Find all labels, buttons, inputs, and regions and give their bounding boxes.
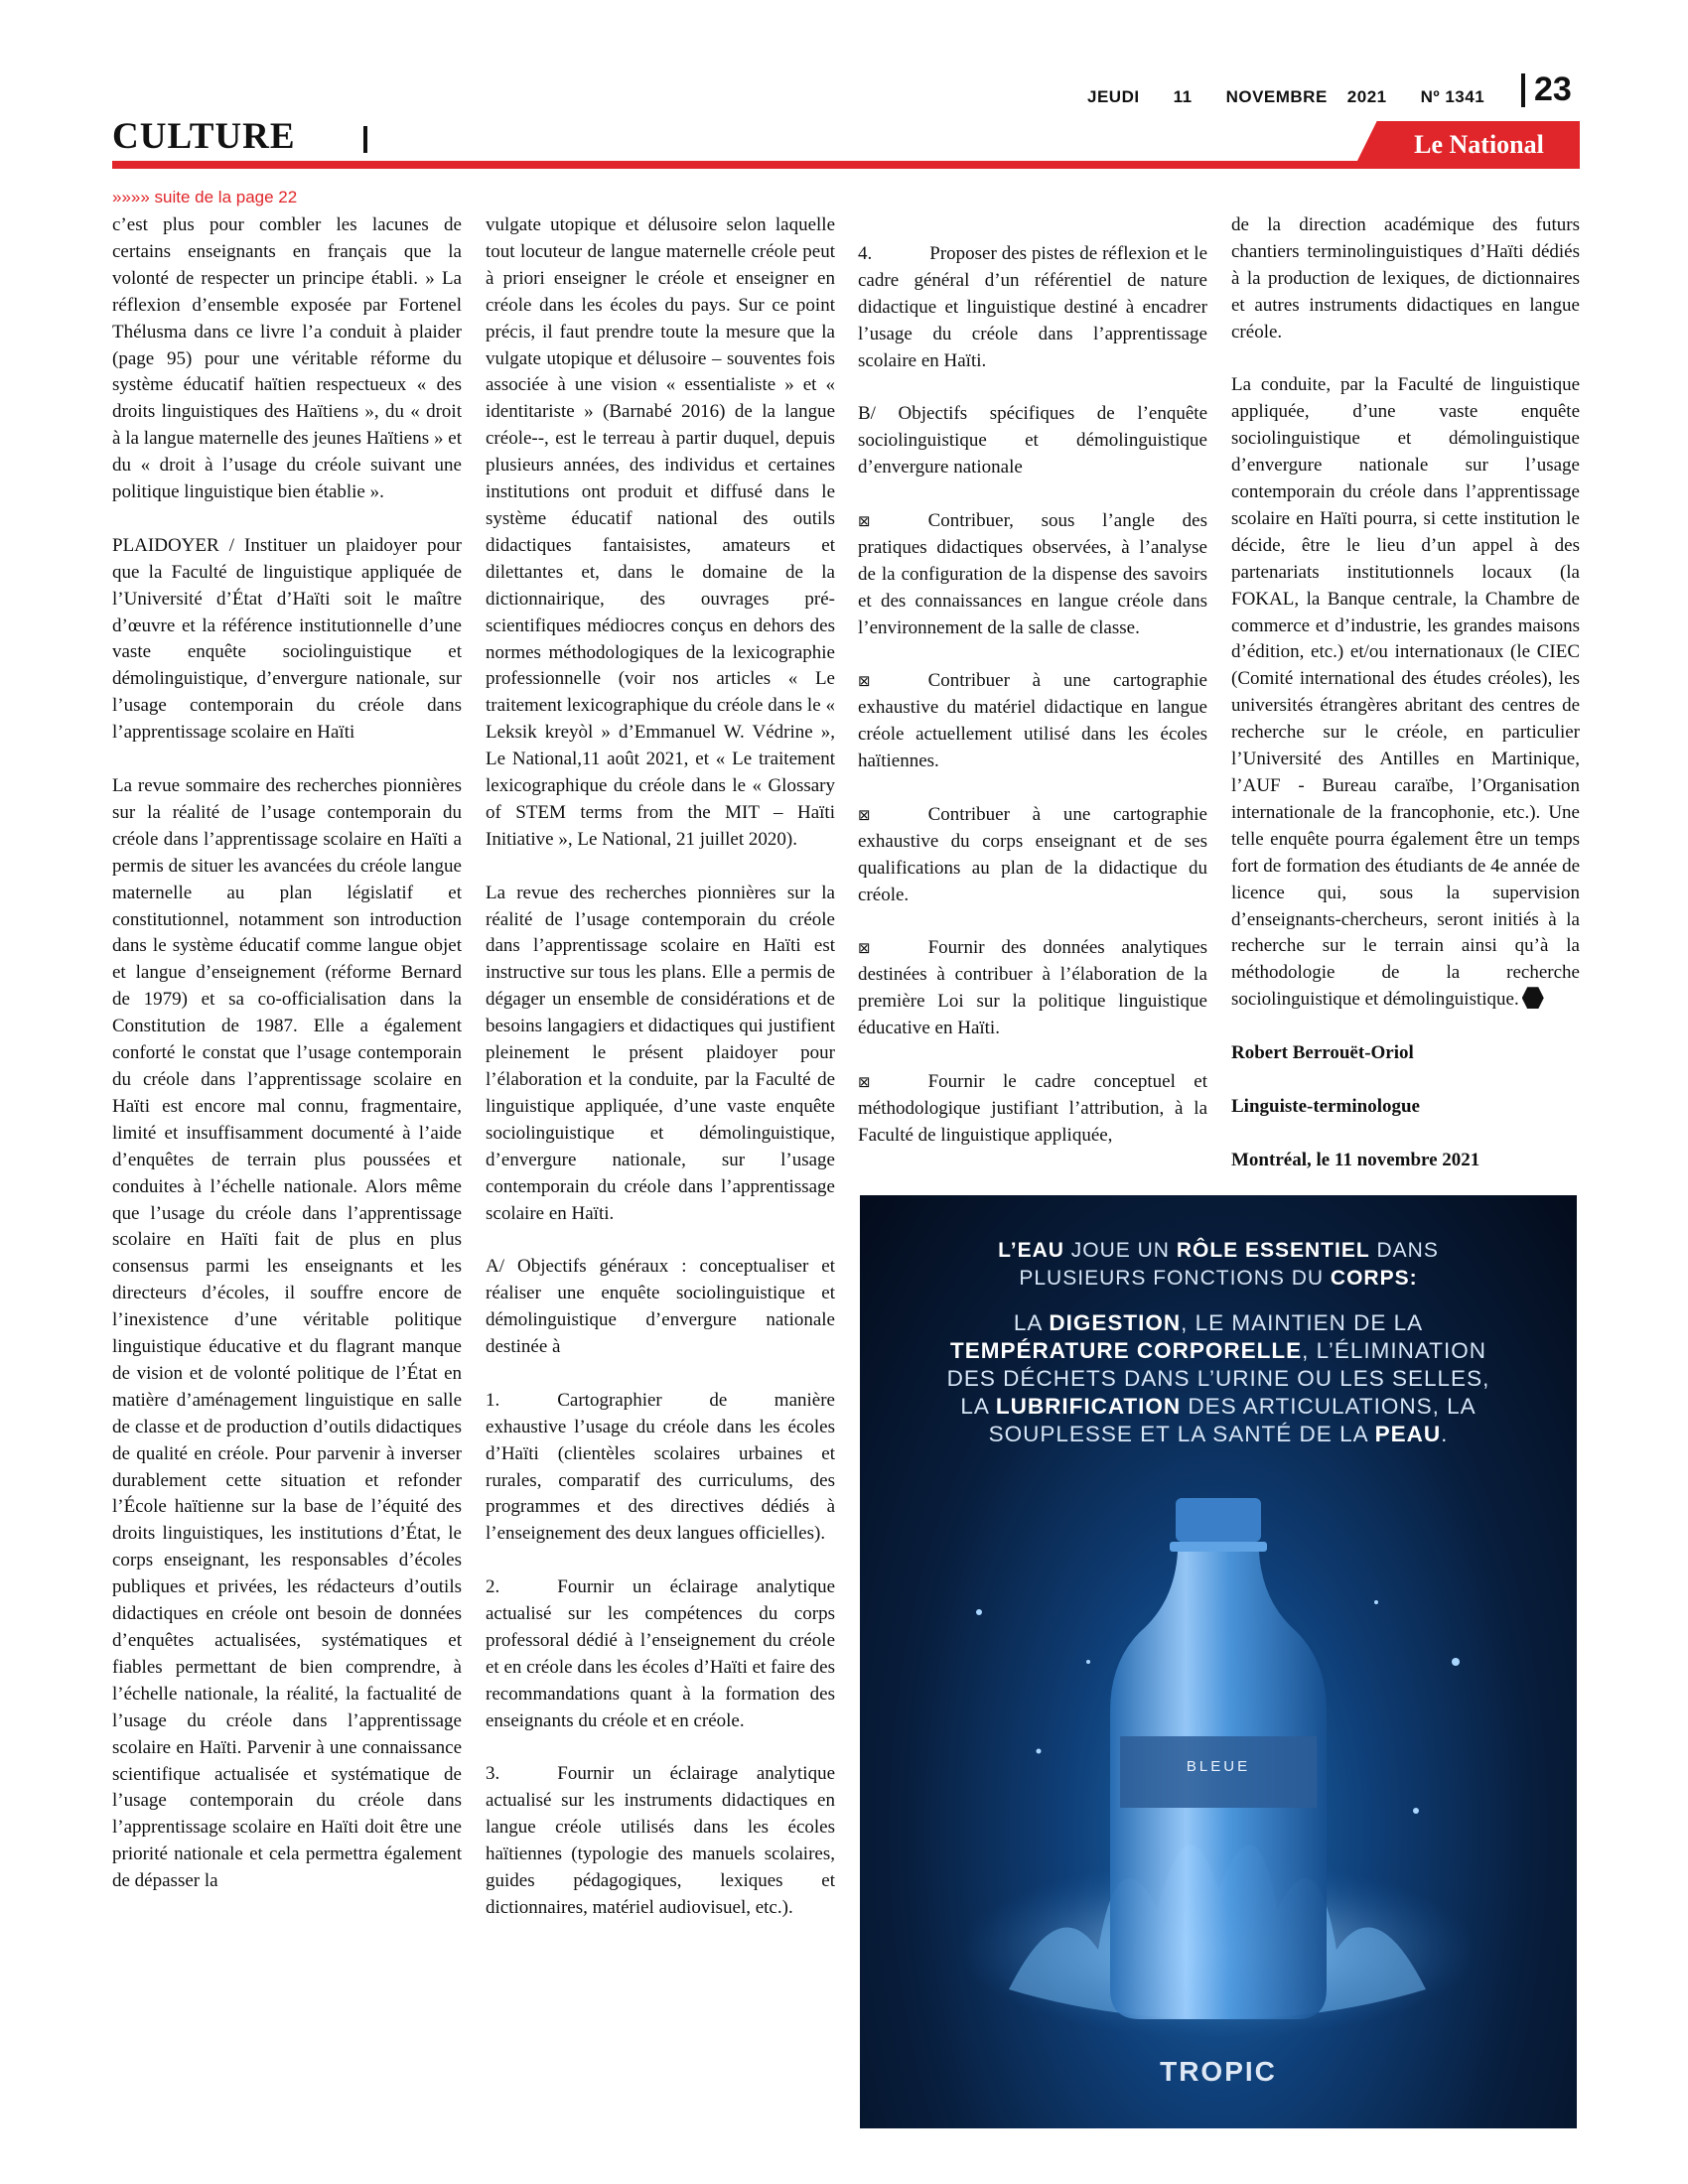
- goal-number: 1.: [486, 1389, 500, 1411]
- paragraph: c’est plus pour combler les lacunes de certains enseignants en français que la volonté de respecter un principe établi. » La réflexion d’ensemble exposée par Fortenel Thélusma dans ce livre l’a conduit à plaider (page 95) pour une véritable réforme du système éducatif haïtien respectueux « des droits linguistiques des Haïtiens », du « droit à la langue maternelle des jeunes Haïtiens » et du « droit à l’usage du créole suivant une politique linguistique bien établie ».: [112, 214, 462, 503]
- section-title-divider: [363, 126, 367, 153]
- checkbox-bullet-icon: ⊠: [858, 805, 871, 824]
- checkbox-bullet-icon: ⊠: [858, 939, 871, 958]
- brand-name: Le National: [1414, 130, 1544, 159]
- checkbox-bullet-icon: ⊠: [858, 512, 871, 531]
- goal-number: 4.: [858, 243, 873, 264]
- author-name: Robert Berrouët-Oriol: [1231, 1042, 1414, 1064]
- bottle-cap: [1176, 1498, 1261, 1542]
- specific-goal-text: Contribuer à une cartographie exhaustive du matériel didactique en langue créole actuellement utilisé dans les écoles haïtiennes.: [858, 670, 1207, 772]
- section-title: CULTURE: [112, 116, 296, 157]
- paragraph: de la direction académique des futurs chantiers terminolinguistiques d’Haïti dédiés à la production de lexiques, de dictionnaires et autres instruments didactiques en langue créole.: [1231, 214, 1580, 342]
- goal-text: Fournir un éclairage analytique actualisé sur les compétences du corps professoral dédié à l’enseignement du créole et en créole dans les écoles d’Haïti et faire des recommandations quant à la formation des enseignants du créole et en créole.: [486, 1576, 835, 1731]
- paragraph: La revue des recherches pionnières sur la réalité de l’usage contemporain du créole dans l’apprentissage scolaire en Haïti est instructive sur tous les plans. Elle a permis de dégager un ensemble de considérations et de besoins langagiers et didactiques qui justifient pleinement le présent plaidoyer pour l’élaboration et la conduite, par la Faculté de linguistique appliquée, d’une vaste enquête sociolinguistique et démolinguistique, d’envergure nationale, sur l’usage contemporain du créole dans l’apprentissage scolaire en Haïti.: [486, 882, 835, 1224]
- article-column-3: [858, 241, 1207, 1150]
- ad-body-line-3: DES DÉCHETS DANS L’URINE OU LES SELLES,: [946, 1366, 1490, 1391]
- goal-text: Fournir un éclairage analytique actualisé sur les instruments didactiques en langue créole utilisés dans les écoles haïtiennes (typologie des manuels scolaires, guides pédagogiques, lexiques et dictionnaires, matériel audiovisuel, etc.).: [486, 1763, 835, 1919]
- goal-text: Proposer des pistes de réflexion et le cadre général d’un référentiel de nature didactique et linguistique destiné à encadrer l’usage du créole dans l’apprentissage scolaire en Haïti.: [858, 243, 1207, 371]
- tropic-logo: TROPIC: [1160, 2056, 1277, 2087]
- specific-goal-item: [858, 508, 1207, 642]
- issue-day: JEUDI: [1087, 87, 1140, 106]
- ad-headline-line-2: PLUSIEURS FONCTIONS DU CORPS:: [1019, 1267, 1418, 1290]
- goal-item: [486, 1388, 835, 1548]
- paragraph: A/ Objectifs généraux : conceptualiser et réaliser une enquête sociolinguistique et démolinguistique d’envergure nationale destinée à: [486, 1256, 835, 1358]
- article-column-4: [1231, 212, 1580, 1200]
- ad-body-line-2: TEMPÉRATURE CORPORELLE, L’ÉLIMINATION: [950, 1338, 1486, 1363]
- page-number-divider: [1521, 73, 1525, 107]
- specific-goal-text: Fournir le cadre conceptuel et méthodologique justifiant l’attribution, à la Faculté de linguistique appliquée,: [858, 1071, 1207, 1146]
- paragraph: vulgate utopique et délusoire selon laquelle tout locuteur de langue maternelle créole peut à priori enseigner le créole et enseigner en créole dans les écoles du pays. Sur ce point précis, il faut prendre toute la mesure que la vulgate utopique et délusoire – souventes fois associée à une vision « essentialiste » et « identitariste » (Barnabé 2016) de la langue créole--, est le terreau à partir duquel, depuis plusieurs années, des individus et certaines institutions ont produit et diffusé dans le système éducatif national des outils didactiques fantaisistes, amateurs et dilettantes et, dans le domaine de la dictionnairique, des ouvrages pré-scientifiques médiocres conçus en dehors des normes méthodologiques de la lexicographie professionnelle (voir nos articles « Le traitement lexicographique du créole dans le « Leksik kreyòl » d’Emmanuel W. Védrine », Le National,11 août 2021, et « Le traitement lexicographique du créole dans le « Glossary of STEM terms from the MIT – Haïti Initiative », Le National, 21 juillet 2020).: [486, 214, 835, 850]
- issue-year: 2021: [1346, 87, 1387, 106]
- water-advertisement: [860, 1195, 1577, 2128]
- specific-goal-item: [858, 668, 1207, 775]
- specific-goal-text: Contribuer, sous l’angle des pratiques didactiques observées, à l’analyse de la configuration de la dispense des savoirs et des connaissances en langue créole dans l’environnement de la salle de classe.: [858, 510, 1207, 638]
- bottle-neck-ring: [1170, 1542, 1267, 1552]
- specific-goals-heading: B/ Objectifs spécifiques de l’enquête sociolinguistique et démolinguistique d’envergure nationale: [858, 403, 1207, 478]
- paragraph-text: La conduite, par la Faculté de linguistique appliquée, d’une vaste enquête sociolinguistique et démolinguistique d’envergure nationale sur l’usage contemporain du créole dans l’apprentissage scolaire en Haïti pourra, si cette institution le décide, être le lieu d’un appel à des partenariats institutionnels locaux (la FOKAL, la Banque centrale, la Chambre de commerce et d’industrie, les grandes maisons d’édition, etc.) et/ou internationaux (le CIEC (Comité international des études créoles), les universités étrangères abritant des centres de recherche sur le créole, en particulier l’Université des Antilles en Martinique, l’AUF - Bureau caraïbe, l’Organisation internationale de la francophonie, etc.). Une telle enquête pourra également être un temps fort de formation des étudiants de 4e année de licence qui, sous la supervision d’enseignants-chercheurs, seront initiés à la recherche sur le terrain ainsi qu’à la méthodologie de la recherche sociolinguistique et démolinguistique.: [1231, 374, 1580, 1011]
- issue-number: Nº 1341: [1420, 87, 1485, 106]
- paragraph: PLAIDOYER / Instituer un plaidoyer pour que la Faculté de linguistique appliquée de l’Université d’État d’Haïti soit le maître d’œuvre et la référence institutionnelle d’une vaste enquête sociolinguistique et démolinguistique, d’envergure nationale, sur l’usage contemporain du créole dans l’apprentissage scolaire en Haïti: [112, 534, 462, 744]
- issue-date-number: 11: [1173, 87, 1193, 106]
- goal-text: Cartographier de manière exhaustive l’usage du créole dans les écoles d’Haïti (clientèles scolaires urbaines et rurales, comparatif des curriculums, des programmes et des directives dédiés à l’enseignement des deux langues officielles).: [486, 1389, 835, 1545]
- issue-dateline: [1087, 77, 1484, 117]
- goal-number: 3.: [486, 1763, 500, 1785]
- article-column-2: [486, 212, 835, 1922]
- specific-goal-item: [858, 935, 1207, 1042]
- specific-goal-text: Fournir des données analytiques destinées à contribuer à l’élaboration de la première Loi sur la politique linguistique éducative en Haïti.: [858, 937, 1207, 1039]
- ad-body-line-4: LA LUBRIFICATION DES ARTICULATIONS, LA: [960, 1394, 1477, 1419]
- paragraph: [1231, 372, 1580, 1014]
- specific-goal-item: [858, 1069, 1207, 1150]
- specific-goal-item: [858, 802, 1207, 909]
- ad-body-line-1: LA DIGESTION, LE MAINTIEN DE LA: [1013, 1310, 1424, 1335]
- ad-body-line-5: SOUPLESSE ET LA SANTÉ DE LA PEAU.: [988, 1422, 1449, 1446]
- checkbox-bullet-icon: ⊠: [858, 1073, 871, 1091]
- author-place-date: Montréal, le 11 novembre 2021: [1231, 1149, 1480, 1170]
- page-number: 23: [1534, 70, 1572, 108]
- continued-from-label: »»»» suite de la page 22: [112, 188, 298, 206]
- author-title: Linguiste-terminologue: [1231, 1095, 1420, 1117]
- specific-goal-text: Contribuer à une cartographie exhaustive du corps enseignant et de ses qualifications au plan de la didactique du créole.: [858, 803, 1207, 905]
- article-column-1: [112, 212, 462, 1895]
- end-of-article-icon: [1522, 987, 1544, 1009]
- goal-item: [486, 1761, 835, 1921]
- goal-item: [858, 241, 1207, 375]
- bottle-label-text: BLEUE: [1186, 1758, 1251, 1775]
- goal-item: [486, 1574, 835, 1734]
- ad-headline-line-1: L’EAU JOUE UN RÔLE ESSENTIEL DANS: [998, 1239, 1439, 1262]
- paragraph: La revue sommaire des recherches pionnières sur la réalité de l’usage contemporain du créole dans l’apprentissage scolaire en Haïti a permis de situer les avancées du créole langue maternelle au plan législatif et constitutionnel, notamment son introduction dans le système éducatif comme langue objet et langue d’enseignement (réforme Bernard de 1979) et sa co-officialisation dans la Constitution de 1987. Elle a également conforté le constat que l’usage contemporain du créole dans l’apprentissage scolaire en Haïti est encore mal connu, fragmentaire, limité et insuffisamment documenté à l’aide d’enquêtes de terrain plus poussées et conduites à l’échelle nationale. Alors même que l’usage du créole dans l’apprentissage scolaire en Haïti fait de plus en plus consensus parmi les enseignants et les directeurs d’écoles, il souffre encore de l’inexistence d’une véritable politique linguistique éducative et du flagrant manque de vision et de volonté politique de l’État en matière d’aménagement linguistique en salle de classe et de production d’outils didactiques de qualité en créole. Pour parvenir à inverser durablement cette situation et refonder l’École haïtienne sur la base de l’équité des droits linguistiques, les institutions d’État, le corps enseignant, les responsables d’écoles publiques et privées, les rédacteurs d’outils didactiques en créole ont besoin de données d’enquêtes actualisées, systématiques et fiables permettant de bien comprendre, à l’échelle nationale, la réalité, la factualité de l’usage du créole dans l’apprentissage scolaire en Haïti. Parvenir à une connaissance scientifique actualisée et systématique de l’usage contemporain du créole dans l’apprentissage scolaire en Haïti doit être une priorité nationale et cela permettra également de dépasser la: [112, 775, 462, 1892]
- issue-month: NOVEMBRE: [1225, 87, 1328, 106]
- checkbox-bullet-icon: ⊠: [858, 672, 871, 691]
- goal-number: 2.: [486, 1576, 500, 1598]
